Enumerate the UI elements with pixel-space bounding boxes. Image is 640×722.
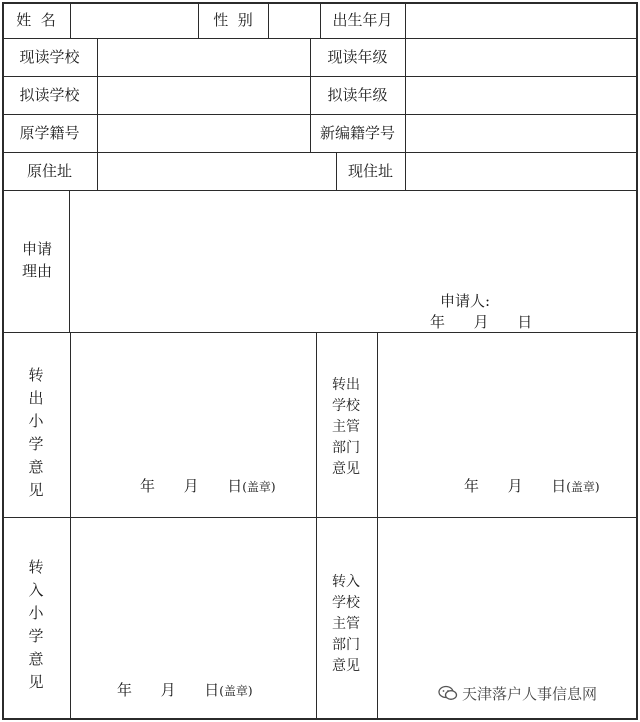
wechat-icon <box>438 685 458 701</box>
row-line-6 <box>2 332 638 333</box>
r2-4-v1 <box>97 38 98 152</box>
border-bottom <box>2 718 638 720</box>
bottom-v2 <box>316 332 317 718</box>
orig-address-label: 原住址 <box>26 162 72 180</box>
transfer-out-school-date: 年 月 日(盖章) <box>140 477 276 495</box>
reason-v1 <box>69 190 70 332</box>
reason-date: 年 月 日 <box>430 313 533 331</box>
r1-v1 <box>70 2 71 38</box>
new-id-label: 新编籍学号 <box>319 124 395 142</box>
r1-v3 <box>268 2 269 38</box>
gender-label: 性 别 <box>213 11 253 29</box>
applicant-label: 申请人: <box>440 292 491 310</box>
r5-v3 <box>405 152 406 190</box>
name-label: 姓 名 <box>16 11 56 29</box>
orig-id-label: 原学籍号 <box>19 124 80 142</box>
watermark-text: 天津落户人事信息网 <box>462 684 598 703</box>
current-grade-label: 现读年级 <box>327 48 388 66</box>
border-right <box>636 2 638 720</box>
seal-note: (盖章) <box>242 480 276 494</box>
reason-label: 申请理由 <box>22 240 53 280</box>
transfer-in-school-label: 转入小学意见 <box>28 558 44 691</box>
row-line-5 <box>2 190 638 191</box>
birth-label: 出生年月 <box>332 11 393 29</box>
target-school-label: 拟读学校 <box>19 86 80 104</box>
r2-4-v3 <box>405 38 406 152</box>
current-school-label: 现读学校 <box>19 48 80 66</box>
seal-note: (盖章) <box>219 684 253 698</box>
border-left <box>2 2 4 720</box>
transfer-out-dept-date: 年 月 日(盖章) <box>464 477 600 495</box>
r5-v1 <box>97 152 98 190</box>
target-grade-label: 拟读年级 <box>327 86 388 104</box>
seal-note: (盖章) <box>566 480 600 494</box>
row-line-7 <box>2 517 638 518</box>
transfer-in-dept-label: 转入学校主管部门意见 <box>332 574 360 674</box>
transfer-in-school-date: 年 月 日(盖章) <box>117 681 253 699</box>
transfer-out-dept-label: 转出学校主管部门意见 <box>332 377 360 477</box>
r1-v5 <box>405 2 406 38</box>
watermark <box>438 682 597 704</box>
curr-address-label: 现住址 <box>347 162 393 180</box>
transfer-out-school-label: 转出小学意见 <box>28 366 44 499</box>
bottom-v3 <box>377 332 378 718</box>
bottom-v1 <box>70 332 71 718</box>
